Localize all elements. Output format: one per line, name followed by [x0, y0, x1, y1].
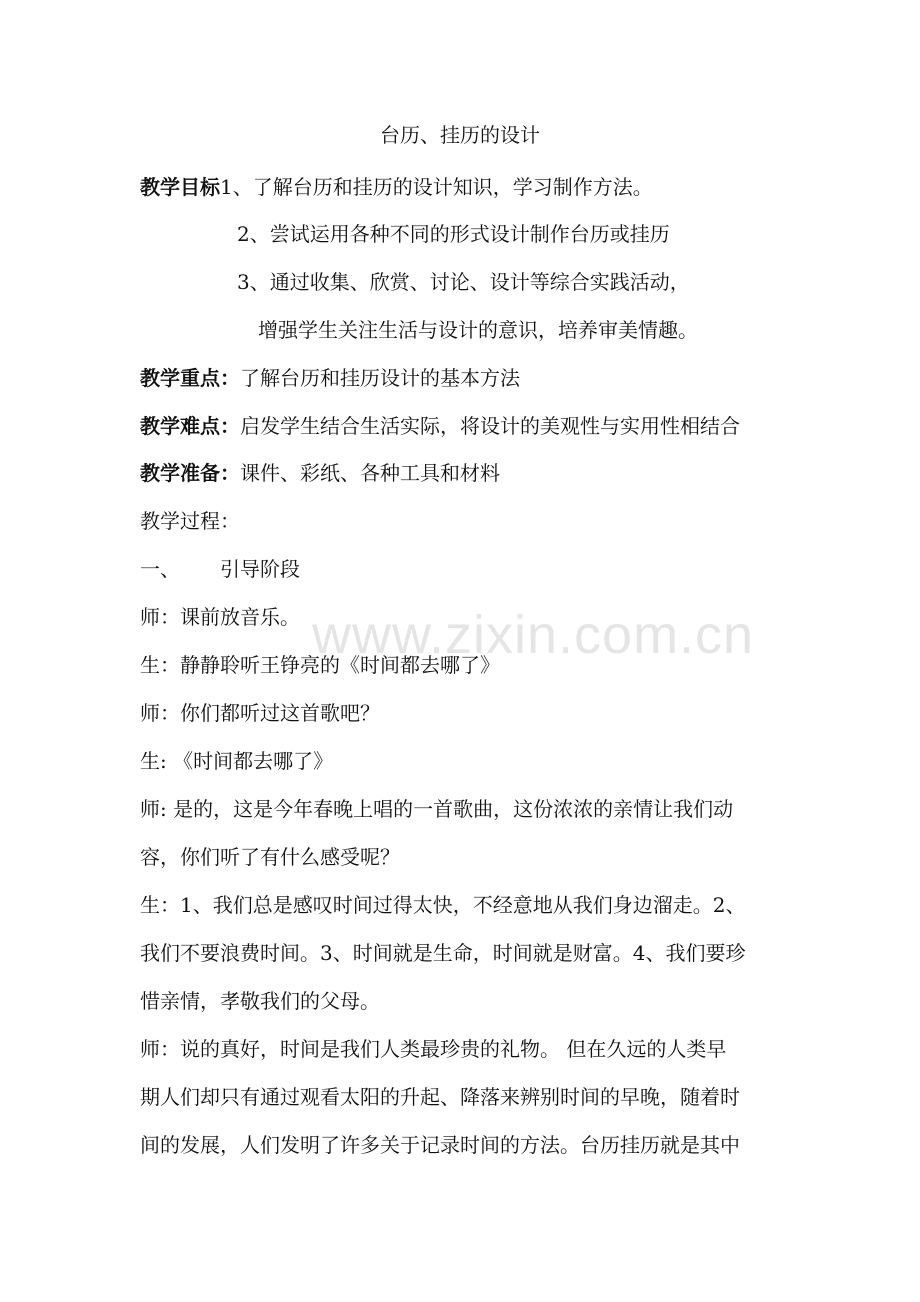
dialogue-line: 生: 《时间都去哪了》 [140, 749, 334, 773]
watermark: www.zixin.com.cn [312, 605, 755, 665]
dialogue-line: 我们不要浪费时间。3、时间就是生命，时间就是财富。4、我们要珍 [140, 941, 746, 965]
dialogue-line: 间的发展，人们发明了许多关于记录时间的方法。台历挂历就是其中 [140, 1133, 740, 1157]
dialogue-line: 师：课前放音乐。 [140, 605, 300, 629]
dialogue-line: 生：1、我们总是感叹时间过得太快，不经意地从我们身边溜走。2、 [140, 893, 746, 917]
dialogue-line: 师：你们都听过这首歌吧？ [140, 701, 380, 725]
preparation-label: 教学准备： [140, 461, 240, 485]
section-1-heading [140, 557, 300, 581]
section-1-number: 一、 [140, 557, 180, 581]
key-point-label: 教学重点： [140, 366, 240, 390]
dialogue-line: 期人们却只有通过观看太阳的升起、降落来辨别时间的早晚，随着时 [140, 1085, 740, 1109]
document-title: 台历、挂历的设计 [380, 123, 540, 147]
dialogue-line: 惜亲情，孝敬我们的父母。 [140, 989, 380, 1013]
dialogue-line: 生：静静聆听王铮亮的《时间都去哪了》 [140, 653, 500, 677]
objective-item-1: 1、了解台历和挂历的设计知识，学习制作方法。 [220, 175, 653, 199]
section-1-title: 引导阶段 [220, 557, 300, 581]
objectives-line-1 [140, 175, 653, 199]
dialogue-line: 师: 是的，这是今年春晚上唱的一首歌曲，这份浓浓的亲情让我们动 [140, 797, 734, 821]
preparation-line [140, 461, 500, 485]
key-point-line [140, 366, 520, 390]
objective-item-3: 3、通过收集、欣赏、讨论、设计等综合实践活动， [237, 270, 690, 294]
dialogue-line: 容，你们听了有什么感受呢？ [140, 845, 400, 869]
objectives-label: 教学目标 [140, 175, 220, 199]
objective-item-3-continued: 增强学生关注生活与设计的意识，培养审美情趣。 [258, 318, 698, 342]
difficulty-label: 教学难点： [140, 414, 240, 438]
difficulty-text: 启发学生结合生活实际，将设计的美观性与实用性相结合 [240, 414, 740, 438]
process-heading: 教学过程： [140, 509, 240, 533]
preparation-text: 课件、彩纸、各种工具和材料 [240, 461, 500, 485]
dialogue-line: 师：说的真好，时间是我们人类最珍贵的礼物。 但在久远的人类早 [140, 1037, 727, 1061]
difficulty-line [140, 414, 740, 438]
objective-item-2: 2、尝试运用各种不同的形式设计制作台历或挂历 [237, 222, 670, 246]
key-point-text: 了解台历和挂历设计的基本方法 [240, 366, 520, 390]
